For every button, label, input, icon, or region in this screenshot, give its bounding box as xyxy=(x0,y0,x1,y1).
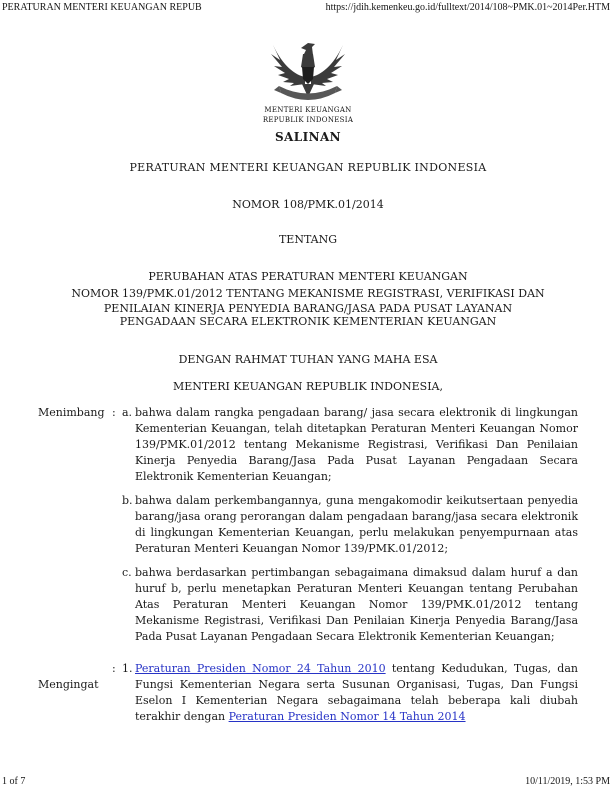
recalling-items xyxy=(122,661,578,725)
regulation-link-perpres-24-2010[interactable]: Peraturan Presiden Nomor 24 Tahun 2010 xyxy=(135,662,386,675)
document-number: NOMOR 108/PMK.01/2014 xyxy=(232,198,384,211)
title-line-3: PENILAIAN KINERJA PENYEDIA BARANG/JASA PADA PUSAT LAYANAN xyxy=(103,302,513,315)
print-footer-timestamp: 10/11/2019, 1:53 PM xyxy=(525,776,610,787)
recalling-block xyxy=(38,661,578,725)
copy-label: SALINAN xyxy=(274,130,342,144)
considering-item-b xyxy=(122,493,578,557)
document-title xyxy=(38,268,578,328)
considering-colon: : xyxy=(112,406,116,419)
item-text-c: bahwa berdasarkan pertimbangan sebagaimana dimaksud dalam huruf a dan huruf b, perlu menetapkan Peraturan Menteri Keuangan tentang Perubahan Atas Peraturan Menteri Keuangan Nomor 139/PMK.01/2012 tentang Mekanisme Registrasi, Verifikasi Dan Penilaian Kinerja Penyedia Barang/Jasa Pada Pusat Layanan Pengadaan Secara Elektronik Kementerian Keuangan; xyxy=(135,566,578,643)
ministry-name-line2: REPUBLIK INDONESIA xyxy=(262,115,354,124)
regulation-link-perpres-14-2014[interactable]: Peraturan Presiden Nomor 14 Tahun 2014 xyxy=(228,710,466,723)
print-header-title: PERATURAN MENTERI KEUANGAN REPUB xyxy=(2,2,202,13)
item-text-b: bahwa dalam perkembangannya, guna mengakomodir keikutsertaan penyedia barang/jasa orang perorangan dalam pengadaan barang/jasa secara elektronik di lingkungan Kementerian Keuangan, perlu melakukan penyempurnaan atas Peraturan Menteri Keuangan Nomor 139/PMK.01/2012; xyxy=(135,494,578,555)
print-header xyxy=(2,2,610,13)
document-content xyxy=(38,40,578,725)
title-line-1: PERUBAHAN ATAS PERATURAN MENTERI KEUANGAN xyxy=(148,270,468,283)
about-label: TENTANG xyxy=(278,233,338,246)
title-line-2: NOMOR 139/PMK.01/2012 TENTANG MEKANISME REGISTRASI, VERIFIKASI DAN xyxy=(71,287,545,300)
document-heading: PERATURAN MENTERI KEUANGAN REPUBLIK INDONESIA xyxy=(129,161,487,174)
recalling-item-1 xyxy=(122,661,578,725)
item-text-a: bahwa dalam rangka pengadaan barang/ jasa secara elektronik di lingkungan Kementerian Keuangan, telah ditetapkan Peraturan Menteri Keuangan Nomor 139/PMK.01/2012 tentang Mekanisme Registrasi, Verifikasi Dan Penilaian Kinerja Penyedia Barang/Jasa Pada Pusat Layanan Pengadaan Secara Elektronik Kementerian Keuangan; xyxy=(135,406,578,483)
considering-block xyxy=(38,405,578,645)
emblem-block xyxy=(38,40,578,125)
considering-item-c xyxy=(122,565,578,645)
print-header-url: https://jdih.kemenkeu.go.id/fulltext/2014/108~PMK.01~2014Per.HTM xyxy=(325,2,610,13)
considering-items xyxy=(122,405,578,645)
item-marker-a: a. xyxy=(122,406,133,419)
print-footer xyxy=(2,776,610,787)
item-text-1 xyxy=(135,661,578,725)
recalling-text-middle: tentang Kedudukan, Tugas, dan Fungsi Kementerian Negara serta Susunan Organisasi, Tugas, Dan Fungsi Eselon I Kementerian Negara sebagaimana telah beberapa kali diubah terakhir dengan xyxy=(135,662,578,723)
item-marker-1: 1. xyxy=(122,662,133,675)
authority-line: MENTERI KEUANGAN REPUBLIK INDONESIA, xyxy=(172,380,444,393)
item-marker-b: b. xyxy=(122,494,133,507)
recalling-label: Mengingat xyxy=(38,678,99,691)
title-line-4: PENGADAAN SECARA ELEKTRONIK KEMENTERIAN KEUANGAN xyxy=(119,315,497,328)
ministry-name-line1: MENTERI KEUANGAN xyxy=(264,106,352,114)
recalling-colon: : xyxy=(112,662,116,675)
ministry-name xyxy=(38,106,578,125)
invocation-line: DENGAN RAHMAT TUHAN YANG MAHA ESA xyxy=(178,353,438,366)
considering-item-a xyxy=(122,405,578,485)
considering-label: Menimbang xyxy=(38,406,105,419)
print-footer-page-count: 1 of 7 xyxy=(2,776,26,787)
item-marker-c: c. xyxy=(122,566,132,579)
